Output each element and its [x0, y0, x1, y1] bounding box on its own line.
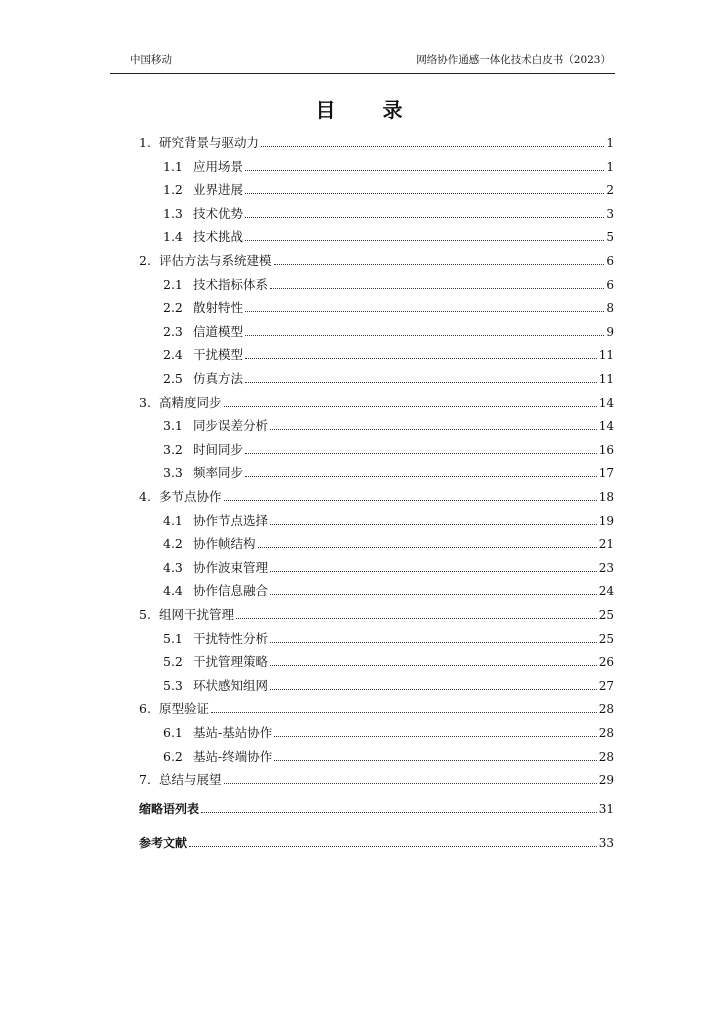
- toc-entry-number: 6.1: [163, 725, 183, 740]
- toc-entry-page-number: 28: [598, 749, 614, 764]
- toc-entry-page-number: 6: [606, 254, 614, 268]
- toc-entry-number: 2.4: [163, 347, 183, 363]
- toc-entry-page-number: 8: [606, 301, 614, 316]
- toc-entry-number: 4.: [139, 489, 151, 504]
- toc-entry-number: 5.3: [163, 677, 183, 693]
- toc-entry-number: 1.: [139, 135, 151, 150]
- toc-dot-leader: [258, 546, 597, 548]
- toc-entry[interactable]: [163, 274, 614, 292]
- toc-entry-number: 3.2: [163, 441, 183, 457]
- toc-entry[interactable]: [163, 439, 614, 457]
- toc-entry-number: 1.2: [163, 182, 183, 198]
- toc-entry-title: 基站-基站协作: [193, 725, 273, 740]
- toc-entry-page-number: 21: [598, 537, 614, 552]
- toc-entry-number: 1.4: [163, 229, 183, 245]
- toc-dot-leader: [270, 523, 597, 525]
- toc-entry-title: 协作帧结构: [193, 536, 256, 552]
- toc-entry-number: 2.3: [163, 323, 183, 339]
- toc-entry-title: 时间同步: [193, 441, 244, 457]
- toc-entry-page-number: 2: [606, 183, 614, 198]
- toc-entry-title: 仿真方法: [193, 371, 244, 386]
- toc-entry-page-number: 3: [606, 206, 614, 221]
- toc-entry[interactable]: [139, 392, 614, 410]
- toc-entry-title: 技术指标体系: [193, 276, 269, 292]
- toc-entry-title: 缩略语列表: [139, 801, 200, 816]
- toc-dot-leader: [245, 475, 597, 477]
- toc-entry-page-number: 24: [598, 584, 614, 599]
- toc-entry[interactable]: [163, 746, 614, 764]
- toc-entry-number: 1.3: [163, 205, 183, 221]
- toc-entry-page-number: 6: [606, 277, 614, 292]
- toc-entry[interactable]: [163, 203, 614, 221]
- toc-entry-title: 同步误差分析: [193, 418, 269, 434]
- toc-entry[interactable]: [163, 651, 614, 669]
- toc-dot-leader: [270, 664, 597, 666]
- toc-entry-number: 5.2: [163, 654, 183, 670]
- toc-dot-leader: [270, 641, 597, 643]
- toc-entry[interactable]: [139, 250, 614, 268]
- toc-entry-title: 高精度同步: [159, 394, 222, 410]
- toc-dot-leader: [245, 216, 604, 218]
- toc-dot-leader: [189, 845, 597, 847]
- toc-dot-leader: [270, 428, 597, 430]
- toc-entry-title: 基站-终端协作: [193, 748, 273, 764]
- toc-dot-leader: [270, 593, 597, 595]
- toc-entry-page-number: 28: [598, 726, 614, 740]
- toc-entry-title: 协作信息融合: [193, 583, 269, 599]
- toc-entry[interactable]: [139, 798, 614, 816]
- toc-entry-number: 3.1: [163, 418, 183, 434]
- toc-dot-leader: [245, 452, 597, 454]
- toc-entry-title: 协作节点选择: [193, 512, 269, 528]
- toc-entry-page-number: 31: [598, 801, 614, 816]
- toc-dot-leader: [274, 263, 605, 265]
- toc-entry[interactable]: [163, 580, 614, 598]
- toc-entry[interactable]: [163, 628, 614, 646]
- toc-entry[interactable]: [163, 415, 614, 433]
- toc-entry-page-number: 5: [606, 230, 614, 245]
- toc-entry-page-number: 28: [598, 702, 614, 717]
- toc-dot-leader: [211, 711, 597, 713]
- toc-entry[interactable]: [163, 557, 614, 575]
- toc-entry[interactable]: [139, 769, 614, 787]
- toc-dot-leader: [224, 405, 597, 407]
- toc-entry-page-number: 29: [598, 773, 614, 788]
- toc-entry-page-number: 9: [606, 324, 614, 339]
- toc-entry[interactable]: [163, 297, 614, 315]
- toc-entry-number: 4.4: [163, 583, 183, 599]
- toc-entry-page-number: 18: [598, 490, 614, 504]
- toc-entry-page-number: 19: [598, 513, 614, 528]
- toc-entry-number: 1.1: [163, 158, 183, 174]
- toc-dot-leader: [245, 192, 604, 194]
- toc-dot-leader: [274, 759, 596, 761]
- toc-dot-leader: [224, 499, 597, 501]
- toc-dot-leader: [270, 688, 597, 690]
- toc-entry-title: 组网干扰管理: [159, 607, 235, 622]
- toc-entry-number: 6.2: [163, 748, 183, 764]
- toc-entry-number: 2.1: [163, 276, 183, 292]
- toc-entry[interactable]: [163, 675, 614, 693]
- toc-entry[interactable]: [163, 321, 614, 339]
- toc-entry-page-number: 1: [606, 136, 614, 150]
- toc-entry[interactable]: [139, 832, 614, 850]
- toc-entry-page-number: 1: [606, 159, 614, 174]
- toc-entry-number: 4.1: [163, 512, 183, 528]
- toc-entry[interactable]: [163, 368, 614, 386]
- toc-entry-number: 3.3: [163, 465, 183, 481]
- toc-entry-number: 5.1: [163, 630, 183, 646]
- toc-entry[interactable]: [163, 722, 614, 740]
- toc-entry-page-number: 14: [598, 419, 614, 434]
- toc-dot-leader: [245, 334, 604, 336]
- toc-entry-page-number: 14: [598, 395, 614, 410]
- toc-entry[interactable]: [139, 486, 614, 504]
- toc-entry-title: 评估方法与系统建模: [159, 253, 272, 268]
- toc-entry-title: 参考文献: [139, 836, 188, 851]
- toc-entry-number: 5.: [139, 607, 151, 622]
- toc-entry-number: 4.3: [163, 559, 183, 575]
- toc-entry-page-number: 33: [598, 836, 614, 851]
- toc-entry-title: 业界进展: [193, 182, 244, 198]
- toc-entry-number: 4.2: [163, 536, 183, 552]
- toc-entry-page-number: 16: [598, 442, 614, 457]
- toc-entry-title: 原型验证: [159, 701, 210, 717]
- toc-entry[interactable]: [163, 462, 614, 480]
- toc-dot-leader: [245, 169, 604, 171]
- toc-entry-title: 频率同步: [193, 465, 244, 481]
- toc-entry-page-number: 26: [598, 655, 614, 670]
- toc-entry-number: 2.2: [163, 300, 183, 316]
- toc-entry[interactable]: [163, 533, 614, 551]
- toc-entry[interactable]: [163, 344, 614, 362]
- toc-entry-page-number: 23: [598, 560, 614, 575]
- toc-dot-leader: [236, 617, 597, 619]
- toc-dot-leader: [261, 145, 604, 147]
- toc-dot-leader: [201, 811, 597, 813]
- toc-dot-leader: [270, 570, 597, 572]
- toc-entry-page-number: 25: [598, 608, 614, 622]
- toc-dot-leader: [224, 782, 597, 784]
- toc-entry-title: 环状感知组网: [193, 677, 269, 693]
- toc-entry-page-number: 11: [598, 348, 614, 363]
- toc-entry-number: 2.: [139, 253, 151, 268]
- toc-entry-number: 3.: [139, 394, 151, 410]
- toc-entry[interactable]: [163, 179, 614, 197]
- toc-entry-title: 技术挑战: [193, 229, 244, 245]
- toc-entry-title: 多节点协作: [159, 489, 222, 504]
- header-document-title: 网络协作通感一体化技术白皮书（2023）: [416, 54, 611, 66]
- toc-entry-page-number: 25: [598, 631, 614, 646]
- toc-entry-number: 7.: [139, 772, 151, 788]
- toc-entry-title: 干扰特性分析: [193, 630, 269, 646]
- toc-dot-leader: [270, 287, 604, 289]
- toc-entry[interactable]: [139, 698, 614, 716]
- toc-entry-title: 协作波束管理: [193, 559, 269, 575]
- toc-dot-leader: [245, 381, 597, 383]
- toc-dot-leader: [245, 239, 604, 241]
- toc-entry-title: 总结与展望: [159, 772, 222, 788]
- toc-dot-leader: [245, 310, 604, 312]
- toc-entry[interactable]: [139, 604, 614, 622]
- toc-dot-leader: [245, 357, 597, 359]
- toc-entry-title: 散射特性: [193, 300, 244, 316]
- toc-entry-number: 2.5: [163, 371, 183, 386]
- toc-entry[interactable]: [163, 226, 614, 244]
- toc-entry-title: 干扰管理策略: [193, 654, 269, 670]
- toc-entry[interactable]: [163, 510, 614, 528]
- toc-entry-number: 6.: [139, 701, 151, 717]
- toc-dot-leader: [274, 735, 596, 737]
- toc-entry-title: 研究背景与驱动力: [159, 135, 260, 150]
- toc-entry[interactable]: [139, 132, 614, 150]
- toc-title: 目 录: [315, 98, 423, 122]
- toc-entry[interactable]: [163, 156, 614, 174]
- toc-entry-title: 干扰模型: [193, 347, 244, 363]
- toc-entry-title: 技术优势: [193, 205, 244, 221]
- toc-entry-page-number: 17: [598, 466, 614, 481]
- toc-entry-title: 应用场景: [193, 158, 244, 174]
- toc-entry-title: 信道模型: [193, 323, 244, 339]
- toc-entry-page-number: 27: [598, 678, 614, 693]
- toc-entry-page-number: 11: [598, 372, 614, 386]
- header-organization: 中国移动: [130, 54, 172, 66]
